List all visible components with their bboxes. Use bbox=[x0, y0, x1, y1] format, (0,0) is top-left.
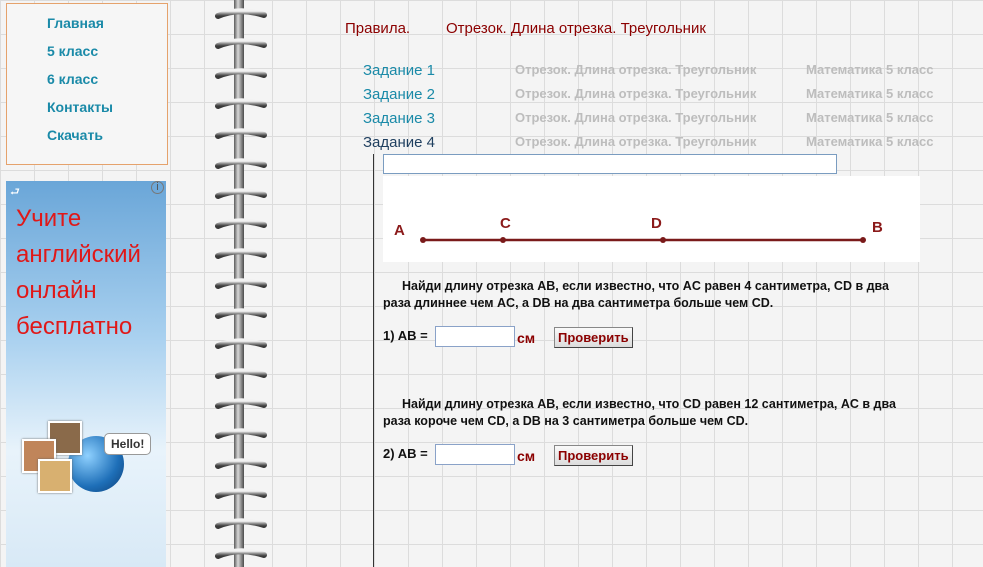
point-c-dot bbox=[500, 237, 506, 243]
task-link-4[interactable]: Задание 4 bbox=[363, 134, 436, 151]
nav-link-grade-6[interactable]: 6 класс bbox=[47, 71, 99, 87]
task-subject: Математика 5 класс bbox=[806, 86, 934, 101]
task-topic: Отрезок. Длина отрезка. Треугольник bbox=[515, 134, 757, 149]
nav-link-contacts[interactable]: Контакты bbox=[47, 99, 114, 115]
nav-link-grade-5[interactable]: 5 класс bbox=[47, 43, 99, 59]
rules-link[interactable]: Правила. bbox=[345, 20, 411, 37]
answer-1-unit: см bbox=[517, 330, 536, 346]
advertisement-banner[interactable] bbox=[6, 181, 166, 567]
answer-2-input[interactable] bbox=[435, 444, 515, 465]
task-link-3[interactable]: Задание 3 bbox=[363, 110, 436, 127]
point-d-dot bbox=[660, 237, 666, 243]
point-b-dot bbox=[860, 237, 866, 243]
point-label-c: C bbox=[500, 215, 511, 232]
point-a-dot bbox=[420, 237, 426, 243]
task-topic: Отрезок. Длина отрезка. Треугольник bbox=[515, 62, 757, 77]
problem-line: Найди длину отрезка AB, если известно, что AC равен 4 сантиметра, CD в два bbox=[402, 279, 890, 293]
answer-1-input[interactable] bbox=[435, 326, 515, 347]
task-subject: Математика 5 класс bbox=[806, 62, 934, 77]
ad-info-icon[interactable]: i bbox=[151, 181, 164, 194]
content-divider bbox=[373, 154, 374, 567]
task-link-1[interactable]: Задание 1 bbox=[363, 62, 436, 79]
task-topic: Отрезок. Длина отрезка. Треугольник bbox=[515, 110, 757, 125]
ad-line: бесплатно bbox=[16, 313, 133, 340]
page-title: Отрезок. Длина отрезка. Треугольник bbox=[446, 20, 706, 37]
check-answer-2-button[interactable]: Проверить bbox=[554, 445, 633, 466]
answer-2-label: 2) AB = bbox=[383, 446, 428, 461]
answer-1-label: 1) AB = bbox=[383, 328, 428, 343]
task-link-2[interactable]: Задание 2 bbox=[363, 86, 436, 103]
problem-line: раза длиннее чем AC, а DB на два сантиметра больше чем CD. bbox=[383, 296, 774, 310]
answer-2-unit: см bbox=[517, 448, 536, 464]
point-label-d: D bbox=[651, 215, 662, 232]
problem-2-text bbox=[383, 396, 983, 430]
ad-line: Учите bbox=[16, 205, 82, 232]
task-subject: Математика 5 класс bbox=[806, 134, 934, 149]
hello-speech-bubble: Hello! bbox=[104, 433, 151, 455]
point-label-a: A bbox=[394, 222, 405, 239]
nav-link-home[interactable]: Главная bbox=[47, 15, 104, 31]
point-label-b: B bbox=[872, 219, 883, 236]
task-subject: Математика 5 класс bbox=[806, 110, 934, 125]
ad-line: онлайн bbox=[16, 277, 97, 304]
ad-line: английский bbox=[16, 241, 141, 268]
notebook-spiral bbox=[214, 0, 272, 567]
task-text-field[interactable] bbox=[383, 154, 837, 174]
segment-figure bbox=[383, 176, 920, 262]
user-photo-icon bbox=[38, 459, 72, 493]
task-topic: Отрезок. Длина отрезка. Треугольник bbox=[515, 86, 757, 101]
problem-line: раза короче чем CD, а DB на 3 сантиметра больше чем CD. bbox=[383, 414, 749, 428]
ad-return-icon[interactable]: ⮐ bbox=[10, 186, 20, 198]
check-answer-1-button[interactable]: Проверить bbox=[554, 327, 633, 348]
problem-line: Найди длину отрезка AB, если известно, что CD равен 12 сантиметра, AC в два bbox=[402, 397, 896, 411]
side-navigation bbox=[6, 3, 168, 165]
ad-headline bbox=[16, 201, 141, 345]
nav-link-download[interactable]: Скачать bbox=[47, 127, 103, 143]
problem-1-text bbox=[383, 278, 983, 312]
